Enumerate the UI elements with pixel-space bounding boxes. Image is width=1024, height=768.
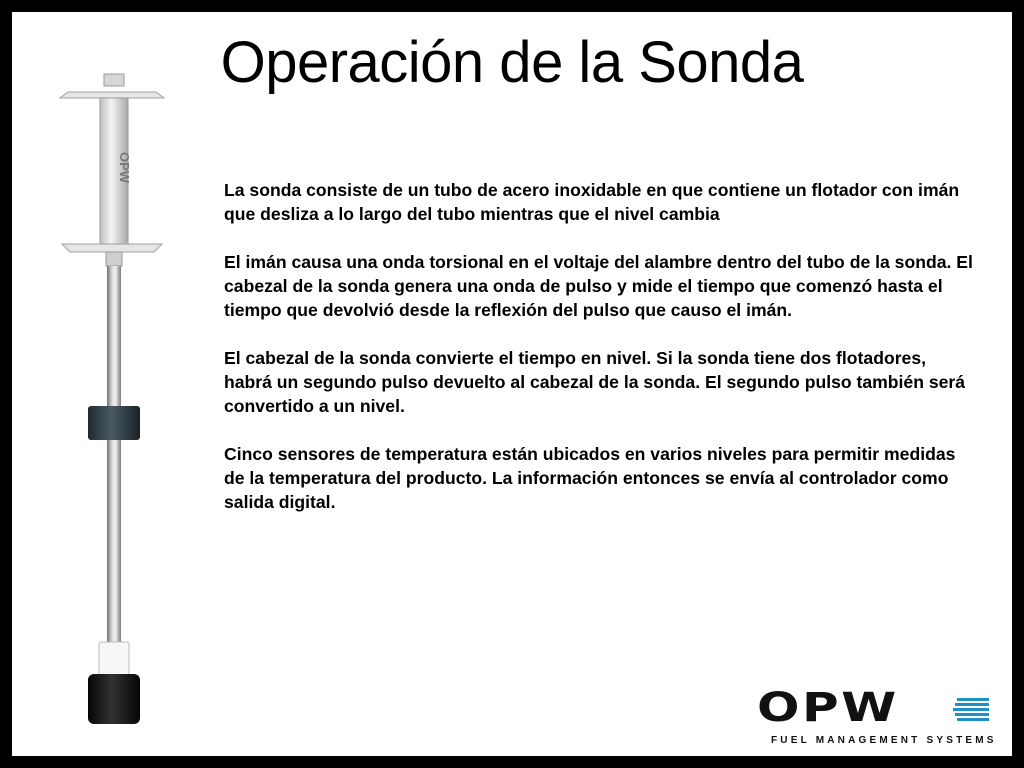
logo-wordmark: OPW — [757, 685, 899, 731]
probe-illustration — [52, 62, 172, 742]
probe-label: OPW — [117, 152, 132, 184]
paragraph-temperature-sensors: Cinco sensores de temperatura están ubicados en varios niveles para permitir medidas de la temperatura del producto. La información entonces se envía al controlador como salida digital. — [224, 444, 956, 512]
opw-logo — [757, 685, 997, 748]
paragraph-probe-description: La sonda consiste de un tubo de acero inoxidable en que contiene un flotador con imán que desliza a lo largo del tubo mientras que el nivel cambia — [224, 180, 960, 224]
paragraph-magnet-wave: El imán causa una onda torsional en el voltaje del alambre dentro del tubo de la sonda. El cabezal de la sonda genera una onda de pulso y mide el tiempo que comenzó hasta el tiempo que devolvió desde la reflexión del pulso que causo el imán. — [224, 252, 973, 320]
diamond-stripes-icon — [953, 694, 989, 724]
logo-tagline: FUEL MANAGEMENT SYSTEMS — [771, 735, 997, 746]
slide — [12, 12, 1012, 756]
slide-title: Operación de la Sonda — [220, 30, 804, 95]
body-text — [224, 178, 974, 538]
paragraph-level-conversion: El cabezal de la sonda convierte el tiempo en nivel. Si la sonda tiene dos flotadores, habrá un segundo pulso devuelto al cabezal de la sonda. El segundo pulso también será convertido a un nivel. — [224, 348, 966, 416]
